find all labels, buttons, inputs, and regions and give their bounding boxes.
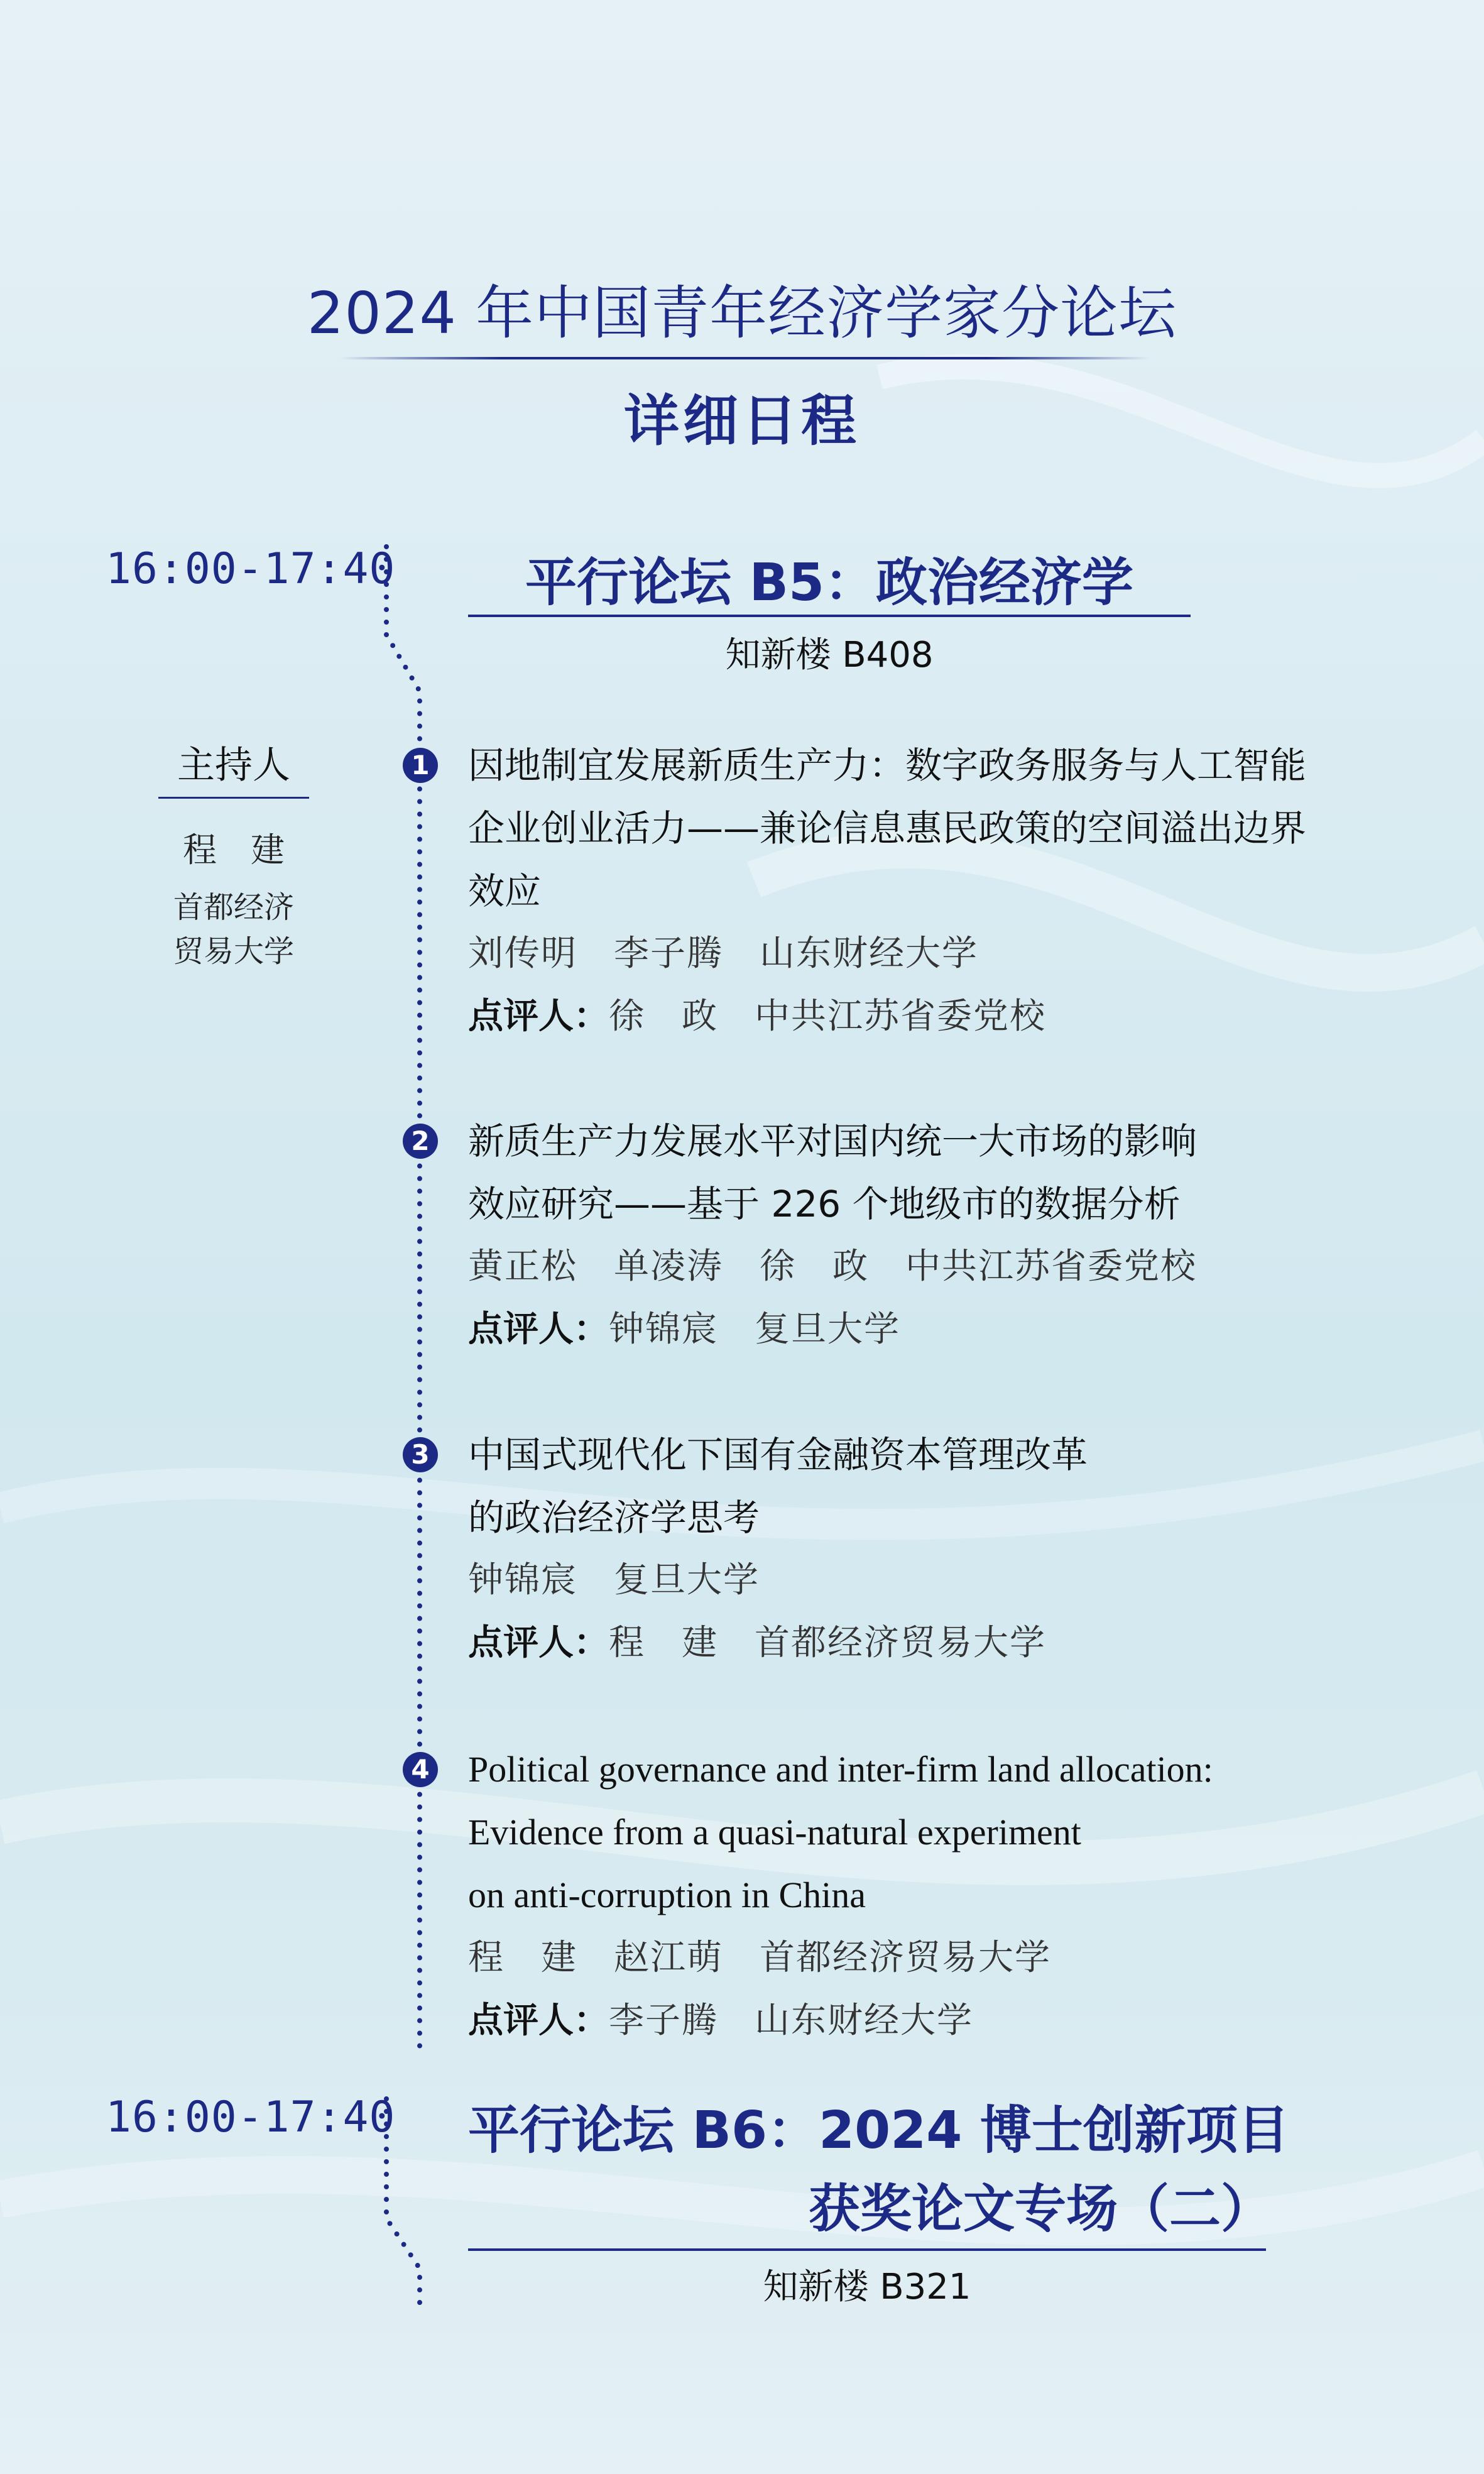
reviewer-names: 李子腾 山东财经大学 xyxy=(609,2000,973,2041)
paper-item xyxy=(468,1110,1197,1361)
reviewer-label: 点评人： xyxy=(468,1623,609,1663)
session1-time: 16:00-17:40 xyxy=(106,544,396,594)
host-affiliation-line2: 贸易大学 xyxy=(173,934,294,969)
paper-number-badge: 1 xyxy=(403,748,438,783)
reviewer-names: 钟锦宸 复旦大学 xyxy=(609,1309,900,1350)
paper-title-line: on anti-corruption in China xyxy=(468,1875,866,1915)
host-name: 程 建 xyxy=(183,830,285,870)
paper-title-line: Evidence from a quasi-natural experiment xyxy=(468,1812,1081,1853)
page-title: 2024 年中国青年经济学家分论坛 xyxy=(307,280,1177,347)
paper-title-line: 企业创业活力——兼论信息惠民政策的空间溢出边界 xyxy=(468,807,1307,850)
paper-title-line: 新质生产力发展水平对国内统一大市场的影响 xyxy=(468,1120,1198,1163)
paper-number-badge: 3 xyxy=(403,1437,438,1472)
paper-number-badge: 4 xyxy=(403,1752,438,1787)
page-subtitle: 详细日程 xyxy=(623,388,860,453)
session2-title-line1: 平行论坛 B6：2024 博士创新项目 xyxy=(468,2101,1289,2160)
host-divider xyxy=(158,797,309,799)
paper-authors: 钟锦宸 复旦大学 xyxy=(468,1560,760,1601)
reviewer-label: 点评人： xyxy=(468,996,609,1037)
paper-reviewer xyxy=(468,1990,1213,2052)
paper-title-line: 因地制宜发展新质生产力：数字政务服务与人工智能 xyxy=(468,744,1307,787)
paper-reviewer xyxy=(468,1298,1197,1361)
paper-authors: 黄正松 单凌涛 徐 政 中共江苏省委党校 xyxy=(468,1246,1197,1287)
host-label: 主持人 xyxy=(177,743,290,787)
session1-title: 平行论坛 B5：政治经济学 xyxy=(525,553,1134,613)
paper-item xyxy=(468,1738,1213,2052)
session1-room: 知新楼 B408 xyxy=(725,635,934,676)
session1-title-rule xyxy=(468,615,1191,617)
paper-title-line: 效应研究——基于 226 个地级市的数据分析 xyxy=(468,1183,1181,1225)
paper-reviewer xyxy=(468,1612,1088,1675)
reviewer-label: 点评人： xyxy=(468,2000,609,2041)
paper-title-line: 的政治经济学思考 xyxy=(468,1496,760,1539)
paper-authors: 程 建 赵江萌 首都经济贸易大学 xyxy=(468,1937,1051,1978)
session2-time: 16:00-17:40 xyxy=(106,2093,396,2142)
paper-reviewer xyxy=(468,985,1306,1048)
paper-title-line: 中国式现代化下国有金融资本管理改革 xyxy=(468,1433,1088,1476)
paper-authors: 刘传明 李子腾 山东财经大学 xyxy=(468,933,978,974)
session2-room: 知新楼 B321 xyxy=(763,2267,971,2307)
paper-number-badge: 2 xyxy=(403,1124,438,1159)
paper-title-line: Political governance and inter-firm land allocation: xyxy=(468,1749,1213,1790)
paper-item xyxy=(468,734,1306,1048)
reviewer-names: 徐 政 中共江苏省委党校 xyxy=(609,996,1046,1037)
reviewer-names: 程 建 首都经济贸易大学 xyxy=(609,1623,1046,1663)
host-affiliation-line1: 首都经济 xyxy=(173,890,294,925)
reviewer-label: 点评人： xyxy=(468,1309,609,1350)
paper-item xyxy=(468,1423,1088,1675)
session2-title-line2: 获奖论文专场（二） xyxy=(808,2179,1272,2239)
session2-title-rule xyxy=(468,2248,1266,2251)
paper-title-line: 效应 xyxy=(468,870,542,912)
